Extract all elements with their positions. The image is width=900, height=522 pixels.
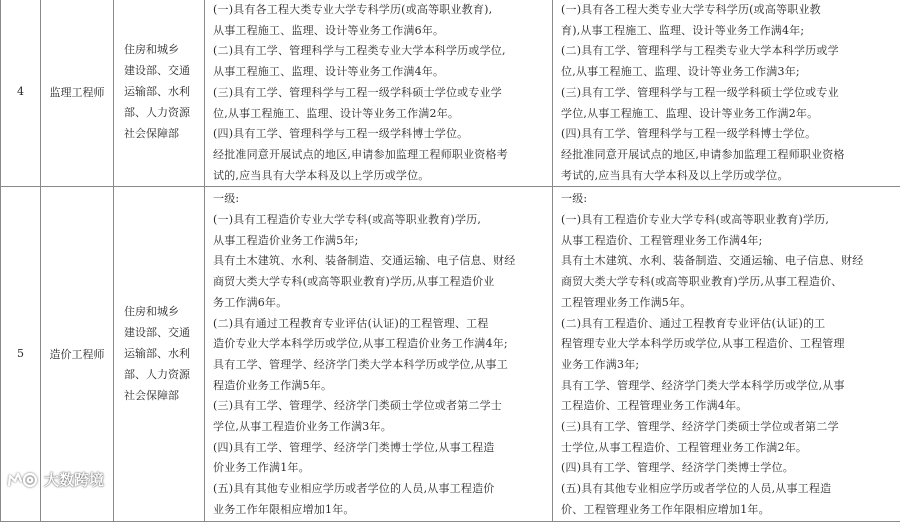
requirement-line: 工程造价、工程管理业务工作满4年。 [561,396,892,417]
revised-requirements-cell [553,0,900,187]
watermark [6,469,104,490]
requirement-line: (二)具有通过工程教育专业评估(认证)的工程管理、工程 [213,314,544,335]
requirement-line: (一)具有工程造价专业大学专科(或高等职业教育)学历, [213,210,544,231]
requirement-line: 具有土木建筑、水利、装备制造、交通运输、电子信息、财经 [213,251,544,272]
department-line: 住房和城乡 [124,301,196,322]
requirement-line: (三)具有工学、管理学、经济学门类硕士学位或者第二学 [561,417,892,438]
requirement-line: 程管理专业大学本科学历或学位,从事工程造价、工程管理 [561,334,892,355]
requirement-line: 具有工学、管理学、经济学门类大学本科学历或学位,从事工 [213,355,544,376]
requirement-line: (四)具有工学、管理学、经济学门类博士学位。 [561,458,892,479]
department-cell [114,0,205,187]
requirement-line: (三)具有工学、管理科学与工程一级学科硕士学位或专业 [561,83,892,104]
requirement-line: 业务工作年限相应增加1年。 [213,500,544,521]
original-requirements-cell [205,0,553,187]
qualification-title: 监理工程师 [41,0,114,187]
revised-requirements-cell [553,187,900,521]
requirement-line: (四)具有工学、管理科学与工程一级学科博士学位。 [213,124,544,145]
requirement-line: (三)具有工学、管理科学与工程一级学科硕士学位或专业学 [213,83,544,104]
requirement-line: 商贸大类大学专科(或高等职业教育)学历,从事工程造价业 [213,272,544,293]
requirement-line: 一级: [561,189,892,210]
requirement-line: (一)具有各工程大类专业大学专科学历(或高等职业教育), [213,0,544,21]
requirement-line: 一级: [213,189,544,210]
requirement-line: 从事工程施工、监理、设计等业务工作满6年。 [213,21,544,42]
requirement-line: 士学位,从事工程造价、工程管理业务工作满2年。 [561,438,892,459]
table-row [1,0,900,187]
requirement-line: (五)具有其他专业相应学历或者学位的人员,从事工程造价 [213,479,544,500]
department-line: 住房和城乡 [124,39,196,60]
requirement-line: 商贸大类大学专科(或高等职业教育)学历,从事工程造价、 [561,272,892,293]
requirement-line: (五)具有其他专业相应学历或者学位的人员,从事工程造 [561,479,892,500]
requirement-line: (四)具有工学、管理学、经济学门类博士学位,从事工程造 [213,438,544,459]
requirement-line: (四)具有工学、管理科学与工程一级学科博士学位。 [561,124,892,145]
watermark-text: 大数跨境 [44,469,104,490]
qualification-title: 造价工程师 [41,187,114,521]
requirement-line: (一)具有各工程大类专业大学专科学历(或高等职业教 [561,0,892,21]
requirement-line: (二)具有工学、管理科学与工程类专业大学本科学历或学位, [213,41,544,62]
row-number: 4 [1,0,41,187]
requirement-line: 务工作满6年。 [213,293,544,314]
requirement-line: 业务工作满3年; [561,355,892,376]
requirement-line: 学位,从事工程造价业务工作满3年。 [213,417,544,438]
crown-logo-icon [6,470,40,490]
requirement-line: 考试的,应当具有大学本科及以上学历或学位。 [561,166,892,187]
department-line: 部、人力资源 [124,364,196,385]
requirement-line: 程造价业务工作满5年。 [213,376,544,397]
department-line: 运输部、水利 [124,81,196,102]
department-line: 社会保障部 [124,123,196,144]
requirement-line: 学位,从事工程施工、监理、设计等业务工作满2年。 [561,104,892,125]
requirement-line: 造价专业大学本科学历或学位,从事工程造价业务工作满4年; [213,334,544,355]
department-line: 运输部、水利 [124,343,196,364]
table-row [1,187,900,521]
requirement-line: 经批准同意开展试点的地区,申请参加监理工程师职业资格 [561,145,892,166]
requirement-line: 具有土木建筑、水利、装备制造、交通运输、电子信息、财经 [561,251,892,272]
requirement-line: (二)具有工学、管理科学与工程类专业大学本科学历或学 [561,41,892,62]
requirement-line: (三)具有工学、管理学、经济学门类硕士学位或者第二学士 [213,396,544,417]
requirement-line: 试的,应当具有大学本科及以上学历或学位。 [213,166,544,187]
requirement-line: 位,从事工程施工、监理、设计等业务工作满3年; [561,62,892,83]
requirement-line: 育),从事工程施工、监理、设计等业务工作满4年; [561,21,892,42]
department-line: 建设部、交通 [124,322,196,343]
department-line: 建设部、交通 [124,60,196,81]
department-line: 部、人力资源 [124,102,196,123]
requirement-line: 具有工学、管理学、经济学门类大学本科学历或学位,从事 [561,376,892,397]
requirement-line: 位,从事工程施工、监理、设计等业务工作满2年。 [213,104,544,125]
department-line: 社会保障部 [124,385,196,406]
requirement-line: (二)具有工程造价、通过工程教育专业评估(认证)的工 [561,314,892,335]
requirement-line: 经批准同意开展试点的地区,申请参加监理工程师职业资格考 [213,145,544,166]
requirement-line: 价、工程管理业务工作年限相应增加1年。 [561,500,892,521]
requirement-line: 从事工程施工、监理、设计等业务工作满4年。 [213,62,544,83]
requirement-line: (一)具有工程造价专业大学专科(或高等职业教育)学历, [561,210,892,231]
row-number: 5 [1,187,41,521]
requirement-line: 工程管理业务工作满5年。 [561,293,892,314]
department-cell [114,187,205,521]
original-requirements-cell [205,187,553,521]
requirement-line: 从事工程造价业务工作满5年; [213,231,544,252]
requirement-line: 从事工程造价、工程管理业务工作满4年; [561,231,892,252]
requirement-line: 价业务工作满1年。 [213,458,544,479]
